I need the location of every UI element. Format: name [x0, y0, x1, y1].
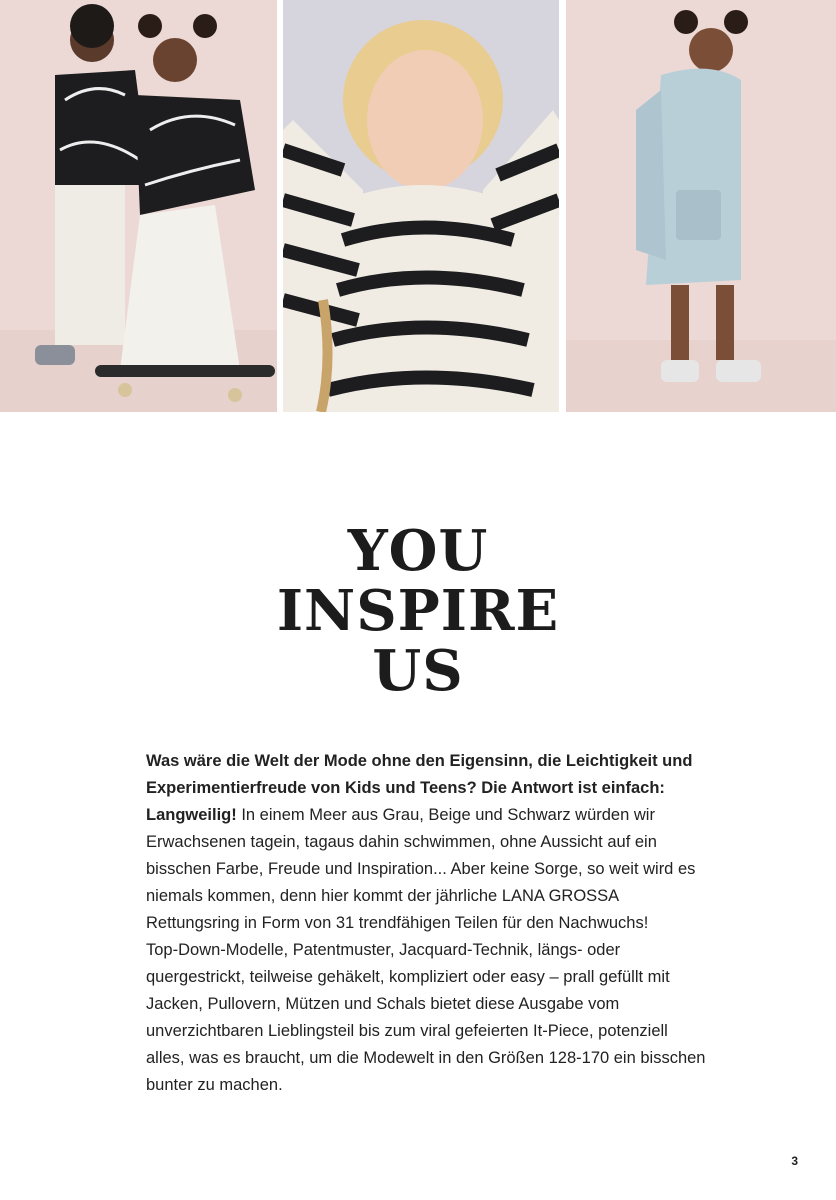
photo-girl-blue-coat: [566, 0, 836, 412]
intro-paragraph-2: Top-Down-Modelle, Patentmuster, Jacquard-Technik, längs- oder quergestrickt, teilweise gehäkelt, kompliziert oder easy – prall gefüllt mit Jacken, Pullovern, Mützen und Schals bietet diese Ausgabe vom unverzichtbaren Lieblingsteil bis zum viral gefeierten It-Piece, potenziell alles, was es braucht, um die Modewelt in den Größen 128-170 ein bisschen bunter zu machen.: [146, 941, 706, 1094]
page-headline: [0, 518, 836, 705]
headline-line-1: YOU: [347, 518, 489, 585]
headline-line-3: US: [372, 638, 464, 705]
intro-paragraph-1: [146, 748, 706, 937]
intro-lead: Was wäre die Welt der Mode ohne den Eigensinn, die Leichtigkeit und Experimentierfreude von Kids und Teens? Die Antwort ist einfach: Langweilig!: [146, 752, 693, 824]
headline-line-2: INSPIRE: [276, 578, 560, 645]
page-number: 3: [791, 1154, 798, 1168]
intro-paragraph-1-rest: In einem Meer aus Grau, Beige und Schwarz würden wir Erwachsenen tagein, tagaus dahin schwimmen, ohne Aussicht auf ein bisschen Farbe, Freude und Inspiration... Aber keine Sorge, so weit wird es niemals kommen, denn hier kommt der jährliche LANA GROSSA Rettungsring in Form von 31 trendfähigen Teilen für den Nachwuchs!: [146, 806, 696, 932]
photo-strip: [0, 0, 836, 412]
photo-kids-skateboard: [0, 0, 277, 412]
photo-girl-striped-sweater: [283, 0, 559, 412]
intro-text: [146, 748, 706, 1099]
